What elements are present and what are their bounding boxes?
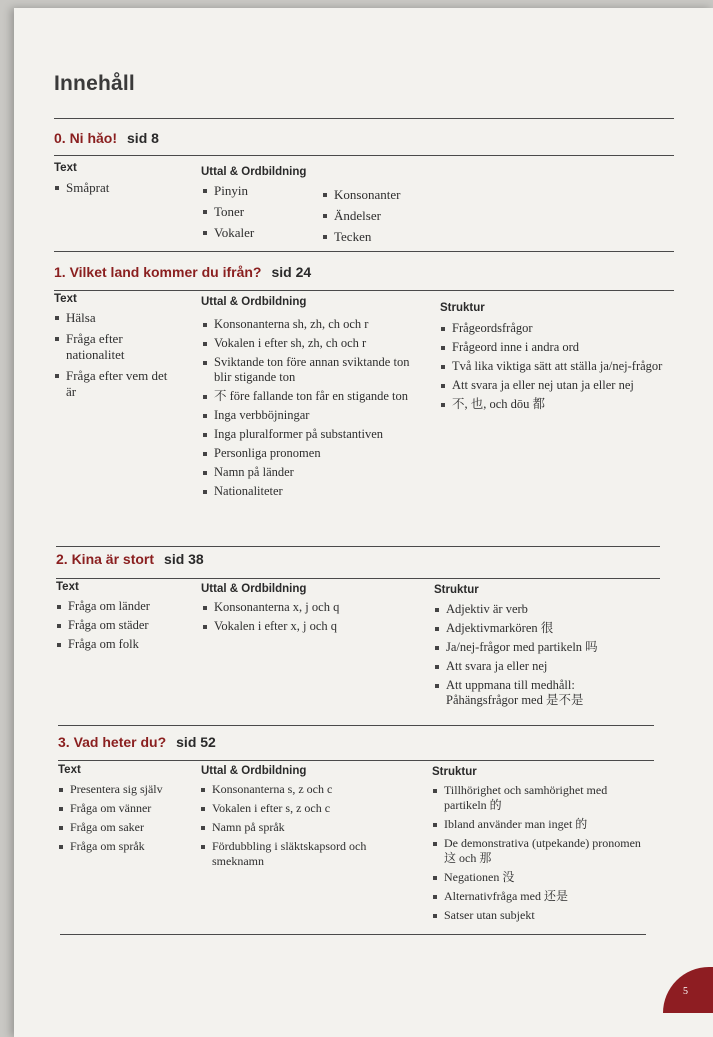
list-item: De demonstrativa (utpekande) pronomen 这 och 那 [432, 836, 647, 866]
list-item: Inga verbböjningar [202, 408, 427, 423]
section-1-rule [54, 290, 674, 291]
list-item: Tillhörighet och samhörighet med partikeln 的 [432, 783, 647, 813]
list-item: Konsonanter [322, 187, 442, 203]
section-0-uttal-list-b [322, 187, 442, 250]
list-item: Fördubbling i släktskapsord och smeknamn [200, 839, 400, 869]
list-item: Fråga efter nationalitet [54, 331, 179, 363]
list-item: Negationen 没 [432, 870, 647, 885]
section-0-col-text: Text [54, 162, 77, 174]
list-item: Att svara ja eller nej [434, 659, 644, 674]
list-item: Vokalen i efter s, z och c [200, 801, 400, 816]
section-3-rule [58, 760, 654, 761]
section-1-page: sid 24 [271, 264, 312, 280]
list-item: Adjektiv är verb [434, 602, 644, 617]
section-0-text-list [54, 180, 184, 201]
list-item: 不, 也, och dōu 都 [440, 397, 665, 412]
section-1-uttal-list [202, 317, 427, 503]
list-item: Konsonanterna sh, zh, ch och r [202, 317, 427, 332]
section-2-rule [56, 578, 660, 579]
section-0-heading[interactable] [54, 130, 159, 146]
section-0-col-uttal: Uttal & Ordbildning [201, 166, 307, 178]
list-item: Vokaler [202, 225, 312, 241]
list-item: Att svara ja eller nej utan ja eller nej [440, 378, 665, 393]
section-3-struktur-list [432, 783, 647, 927]
section-2-page: sid 38 [164, 551, 204, 567]
list-item: Frågeord inne i andra ord [440, 340, 665, 355]
section-3-col-text: Text [58, 764, 81, 776]
list-item: Adjektivmarkören 很 [434, 621, 644, 636]
section-2-title: 2. Kina är stort [56, 551, 155, 567]
list-item: Fråga efter vem det är [54, 368, 179, 400]
section-2-col-struktur: Struktur [434, 584, 479, 596]
section-0-page: sid 8 [127, 130, 159, 146]
section-2-heading[interactable] [56, 551, 204, 567]
list-item: Fråga om språk [58, 839, 183, 854]
section-2-struktur-list [434, 602, 644, 712]
section-0-end-rule [54, 251, 674, 252]
list-item: Konsonanterna s, z och c [200, 782, 400, 797]
section-2-text-list [56, 599, 196, 656]
list-item: Nationaliteter [202, 484, 427, 499]
list-item: Fråga om vänner [58, 801, 183, 816]
section-1-text-list [54, 310, 179, 405]
section-3-page: sid 52 [176, 734, 216, 750]
list-item: Fråga om städer [56, 618, 196, 633]
section-1-col-uttal: Uttal & Ordbildning [201, 296, 307, 308]
list-item: Konsonanterna x, j och q [202, 600, 422, 615]
section-0-rule [54, 155, 674, 156]
list-item: Pinyin [202, 183, 312, 199]
list-item: Två lika viktiga sätt att ställa ja/nej-frågor [440, 359, 665, 374]
section-3-end-rule [60, 934, 646, 935]
list-item: Satser utan subjekt [432, 908, 647, 923]
section-1-end-rule [56, 546, 660, 547]
page-number: 5 [683, 986, 688, 997]
section-1-col-struktur: Struktur [440, 302, 485, 314]
section-3-heading[interactable] [58, 734, 216, 750]
section-1-title: 1. Vilket land kommer du ifrån? [54, 264, 262, 280]
list-item: Fråga om saker [58, 820, 183, 835]
list-item: Alternativfråga med 还是 [432, 889, 647, 904]
list-item: Ibland använder man inget 的 [432, 817, 647, 832]
list-item: Namn på länder [202, 465, 427, 480]
section-2-end-rule [58, 725, 654, 726]
section-3-title: 3. Vad heter du? [58, 734, 167, 750]
section-3-uttal-list [200, 782, 400, 873]
list-item: Ja/nej-frågor med partikeln 吗 [434, 640, 644, 655]
section-3-col-struktur: Struktur [432, 766, 477, 778]
list-item: Namn på språk [200, 820, 400, 835]
list-item: Vokalen i efter sh, zh, ch och r [202, 336, 427, 351]
list-item: Fråga om folk [56, 637, 196, 652]
section-2-col-text: Text [56, 581, 79, 593]
list-item: Vokalen i efter x, j och q [202, 619, 422, 634]
list-item: Sviktande ton före annan sviktande ton blir stigande ton [202, 355, 427, 385]
list-item: 不 före fallande ton får en stigande ton [202, 389, 427, 404]
section-0-uttal-list-a [202, 183, 312, 246]
section-1-heading[interactable] [54, 264, 311, 280]
list-item: Personliga pronomen [202, 446, 427, 461]
section-0-title: 0. Ni hǎo! [54, 130, 118, 146]
section-1-struktur-list [440, 321, 665, 416]
book-page [14, 8, 713, 1037]
page-title: Innehåll [54, 72, 135, 95]
list-item: Inga pluralformer på substantiven [202, 427, 427, 442]
list-item: Tecken [322, 229, 442, 245]
list-item: Presentera sig själv [58, 782, 183, 797]
list-item: Småprat [54, 180, 184, 196]
list-item: Fråga om länder [56, 599, 196, 614]
section-3-text-list [58, 782, 183, 858]
list-item: Hälsa [54, 310, 179, 326]
list-item: Frågeordsfrågor [440, 321, 665, 336]
section-3-col-uttal: Uttal & Ordbildning [201, 765, 307, 777]
title-rule [54, 118, 674, 119]
list-item: Ändelser [322, 208, 442, 224]
section-1-col-text: Text [54, 293, 77, 305]
section-2-uttal-list [202, 600, 422, 638]
section-2-col-uttal: Uttal & Ordbildning [201, 583, 307, 595]
list-item: Att uppmana till medhåll: Påhängsfrågor med 是不是 [434, 678, 644, 708]
list-item: Toner [202, 204, 312, 220]
